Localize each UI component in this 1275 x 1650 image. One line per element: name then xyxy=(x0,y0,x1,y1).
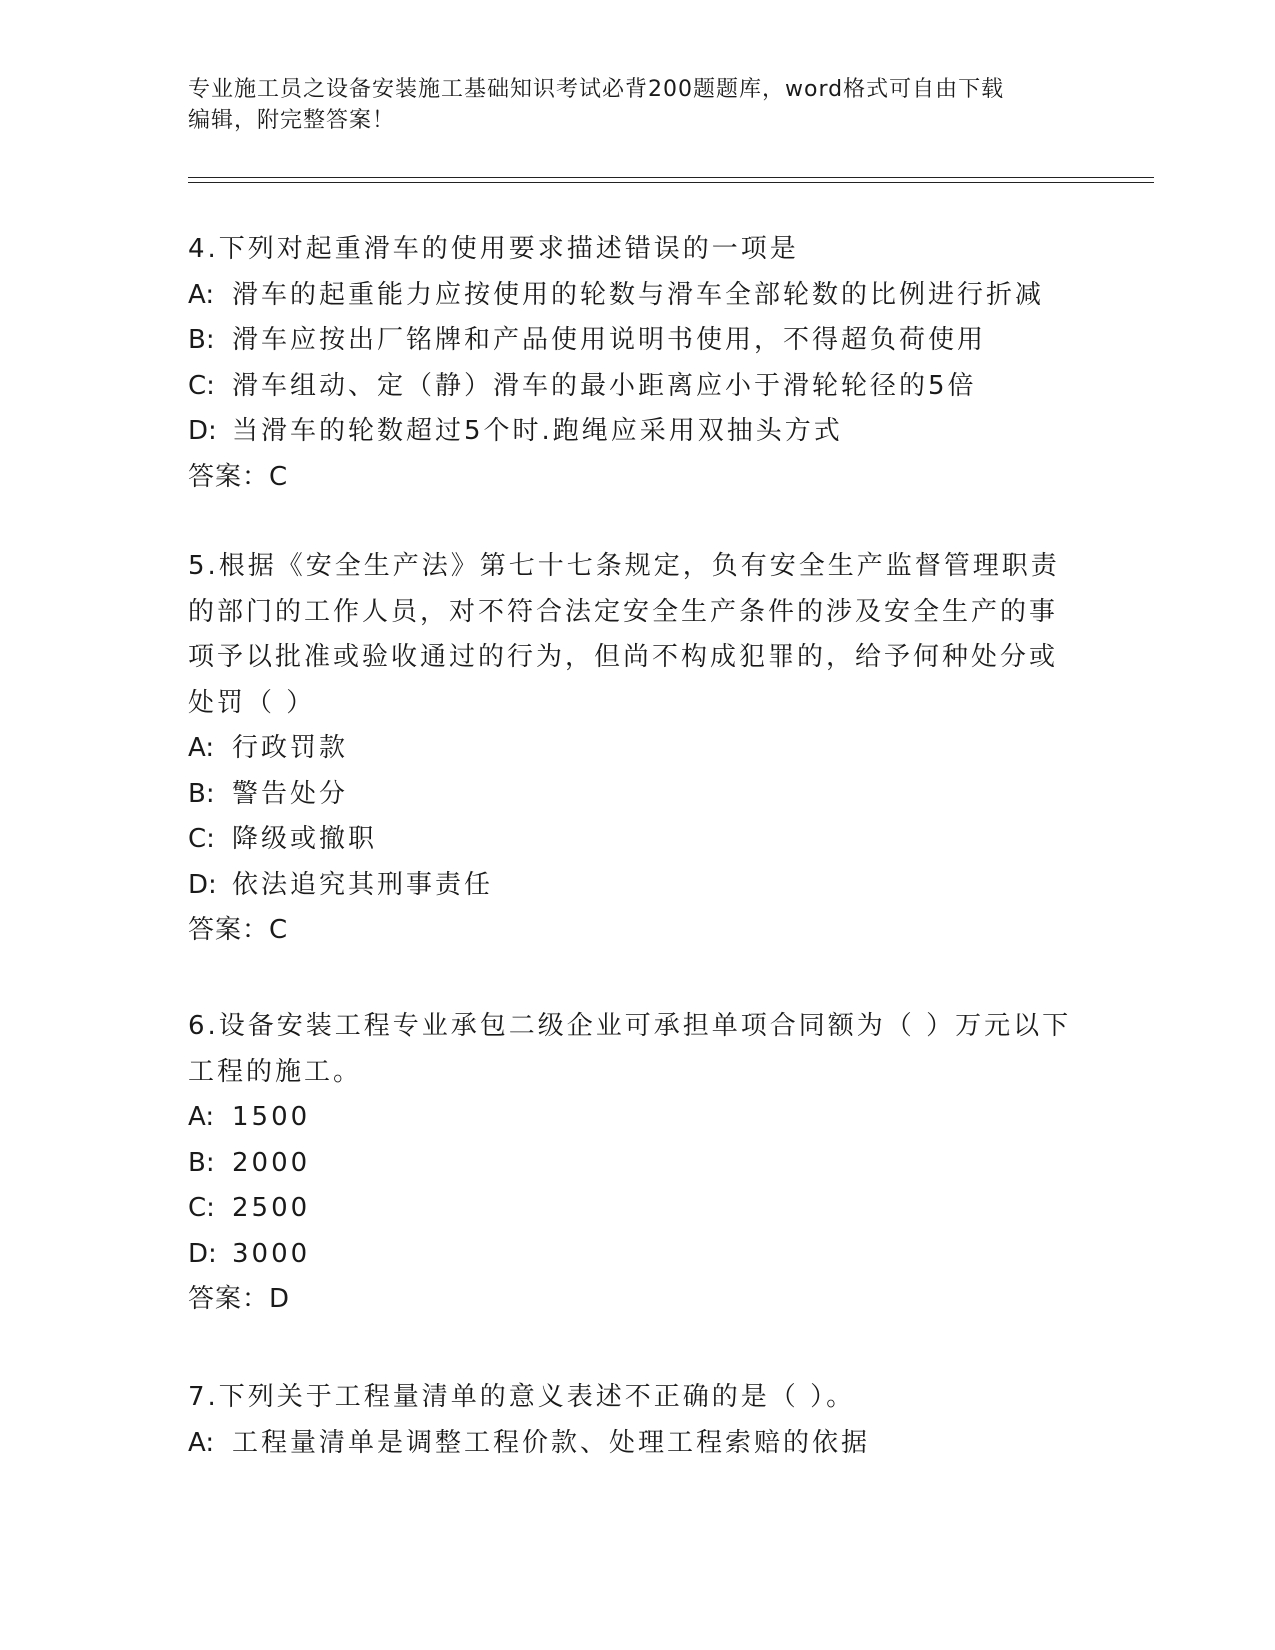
option-text: 行政罚款 xyxy=(232,733,349,763)
option-text: 2000 xyxy=(232,1147,311,1178)
option-b xyxy=(188,1141,1088,1187)
option-key: A: xyxy=(188,733,215,763)
question-stem-line: 6.设备安装工程专业承包二级企业可承担单项合同额为（ ）万元以下 xyxy=(188,1011,1072,1041)
question-7 xyxy=(188,1375,1088,1466)
question-stem-line: 的部门的工作人员，对不符合法定安全生产条件的涉及安全生产的事 xyxy=(188,596,1059,627)
option-d xyxy=(188,409,1088,455)
question-5 xyxy=(188,544,1088,954)
option-b xyxy=(188,318,1088,364)
header-line-1: 专业施工员之设备安装施工基础知识考试必背200题题库，word格式可自由下载 xyxy=(188,77,1005,102)
option-d xyxy=(188,1232,1088,1278)
option-key: C: xyxy=(188,370,215,401)
option-c xyxy=(188,1186,1088,1232)
option-text: 1500 xyxy=(232,1102,311,1132)
option-text: 降级或撤职 xyxy=(232,824,378,854)
option-key: D: xyxy=(188,1238,217,1269)
answer: 答案：C xyxy=(188,915,289,945)
option-key: B: xyxy=(188,778,215,809)
option-text: 2500 xyxy=(232,1193,311,1223)
option-key: D: xyxy=(188,416,217,446)
option-a xyxy=(188,273,1088,319)
document-header xyxy=(188,74,1088,136)
option-text: 工程量清单是调整工程价款、处理工程索赔的依据 xyxy=(232,1427,871,1458)
option-a xyxy=(188,1095,1088,1141)
question-stem-line: 7.下列关于工程量清单的意义表述不正确的是（ ）。 xyxy=(188,1382,856,1412)
header-line-2: 编辑，附完整答案！ xyxy=(188,108,396,133)
option-text: 依法追究其刑事责任 xyxy=(232,869,494,900)
option-text: 警告处分 xyxy=(232,778,349,809)
option-key: A: xyxy=(188,279,215,310)
option-key: B: xyxy=(188,325,215,355)
header-divider-bottom xyxy=(188,182,1154,183)
option-text: 3000 xyxy=(232,1238,311,1269)
option-key: A: xyxy=(188,1427,215,1458)
question-stem-line: 5.根据《安全生产法》第七十七条规定，负有安全生产监督管理职责 xyxy=(188,551,1060,581)
option-key: D: xyxy=(188,869,217,900)
option-key: C: xyxy=(188,824,215,854)
answer: 答案：C xyxy=(188,461,289,492)
option-key: B: xyxy=(188,1147,215,1178)
question-4 xyxy=(188,227,1088,500)
option-text: 滑车应按出厂铭牌和产品使用说明书使用，不得超负荷使用 xyxy=(232,325,987,355)
answer: 答案：D xyxy=(188,1284,291,1314)
header-divider-top xyxy=(188,177,1154,178)
option-b xyxy=(188,772,1088,818)
question-stem-line: 项予以批准或验收通过的行为，但尚不构成犯罪的，给予何种处分或 xyxy=(188,642,1059,672)
option-key: A: xyxy=(188,1102,215,1132)
option-d xyxy=(188,863,1088,909)
question-stem-line: 4.下列对起重滑车的使用要求描述错误的一项是 xyxy=(188,234,799,264)
option-a xyxy=(188,726,1088,772)
option-text: 滑车组动、定（静）滑车的最小距离应小于滑轮轮径的5倍 xyxy=(232,370,977,401)
option-text: 滑车的起重能力应按使用的轮数与滑车全部轮数的比例进行折减 xyxy=(232,279,1045,310)
question-stem-line: 工程的施工。 xyxy=(188,1056,363,1087)
option-text: 当滑车的轮数超过5个时.跑绳应采用双抽头方式 xyxy=(232,416,843,446)
question-stem-line: 处罚（ ） xyxy=(188,687,316,718)
option-c xyxy=(188,364,1088,410)
option-key: C: xyxy=(188,1193,215,1223)
option-c xyxy=(188,817,1088,863)
question-6 xyxy=(188,1004,1088,1323)
option-a xyxy=(188,1421,1088,1467)
